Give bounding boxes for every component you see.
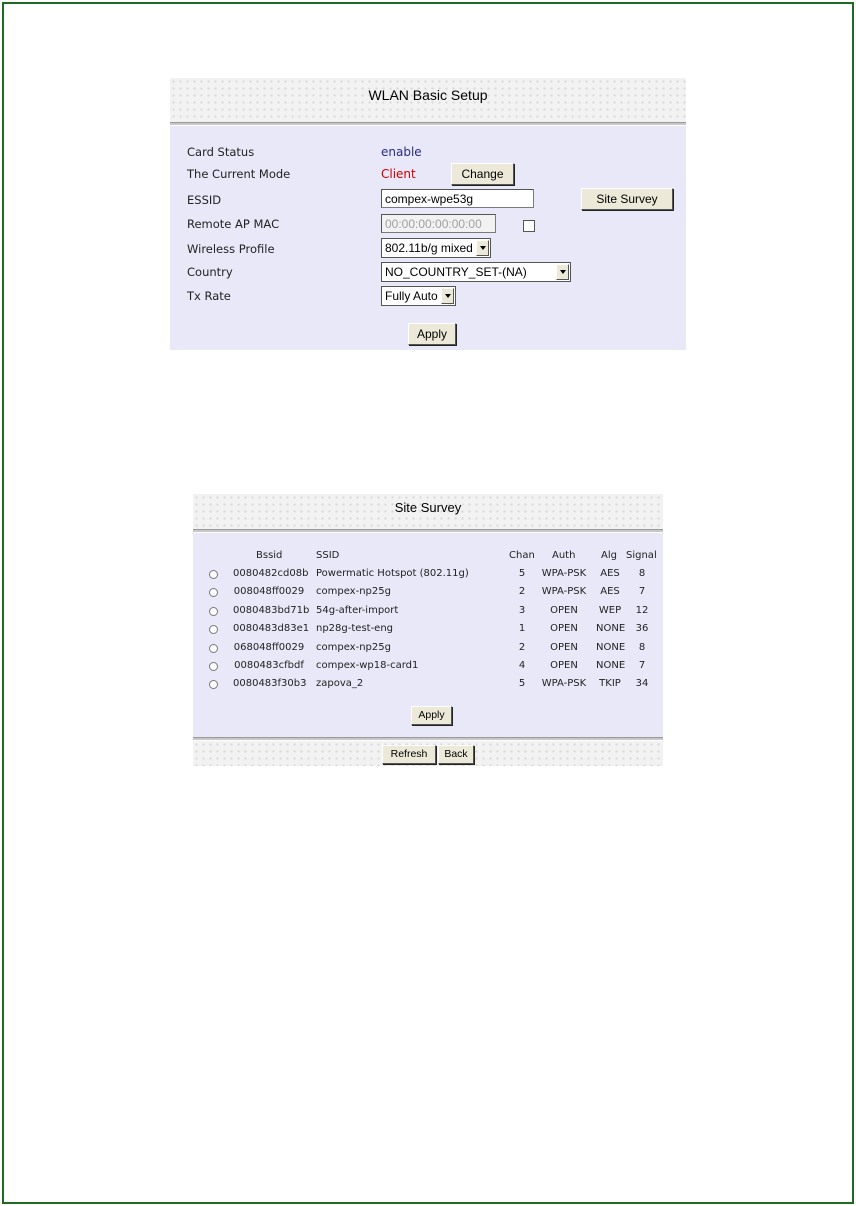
country-value: NO_COUNTRY_SET-(NA) [385,265,527,279]
change-mode-button[interactable]: Change [451,163,514,185]
back-button[interactable]: Back [438,745,474,764]
row-select-radio[interactable] [209,570,218,579]
cell-auth: OPEN [550,605,578,616]
column-header-ssid: SSID [316,550,340,561]
remote-ap-mac-input[interactable]: 00:00:00:00:00:00 [381,214,496,233]
cell-chan: 2 [518,642,526,653]
column-header-chan: Chan [509,550,535,561]
cell-alg: TKIP [599,678,621,689]
cell-bssid: 0080483cfbdf [234,660,304,671]
cell-alg: NONE [596,642,626,653]
chevron-down-icon [556,264,569,280]
cell-chan: 2 [518,586,526,597]
essid-input[interactable]: compex-wpe53g [381,189,534,208]
apply-button[interactable]: Apply [408,323,456,345]
cell-bssid: 0080483f30b3 [233,678,307,689]
column-header-auth: Auth [552,550,576,561]
survey-header-divider [193,529,663,533]
essid-label: ESSID [187,193,222,207]
cell-auth: WPA-PSK [541,586,587,597]
wireless-profile-label: Wireless Profile [187,242,275,256]
survey-header [193,494,663,530]
wireless-profile-select[interactable] [381,238,491,258]
survey-title: Site Survey [394,500,462,515]
survey-apply-button[interactable]: Apply [411,706,452,725]
wlan-header [170,78,686,122]
country-select[interactable] [381,262,571,282]
cell-signal: 12 [635,605,649,616]
wlan-basic-setup-panel [170,78,686,350]
header-divider [170,122,686,126]
cell-signal: 8 [638,568,646,579]
cell-chan: 1 [518,623,526,634]
cell-ssid: compex-np25g [316,586,391,597]
cell-auth: WPA-PSK [541,678,587,689]
row-select-radio[interactable] [209,644,218,653]
cell-ssid: compex-np25g [316,642,391,653]
remote-ap-mac-checkbox[interactable] [523,220,535,232]
chevron-down-icon [441,288,454,304]
cell-chan: 3 [518,605,526,616]
cell-signal: 34 [635,678,649,689]
tx-rate-value: Fully Auto [385,289,438,303]
cell-ssid: Powermatic Hotspot (802.11g) [316,568,469,579]
card-status-value: enable [381,145,422,159]
card-status-label: Card Status [187,145,255,159]
cell-chan: 5 [518,678,526,689]
tx-rate-label: Tx Rate [187,289,231,303]
row-select-radio[interactable] [209,607,218,616]
cell-bssid: 008048ff0029 [233,586,305,597]
cell-alg: NONE [596,623,626,634]
column-header-alg: Alg [601,550,617,561]
row-select-radio[interactable] [209,588,218,597]
cell-ssid: zapova_2 [316,678,364,689]
cell-chan: 5 [518,568,526,579]
cell-bssid: 0080483d83e1 [233,623,310,634]
cell-ssid: 54g-after-import [316,605,399,616]
cell-bssid: 0080482cd08b [233,568,309,579]
cell-signal: 8 [638,642,646,653]
chevron-down-icon [476,240,489,256]
column-header-bssid: Bssid [256,550,283,561]
cell-alg: WEP [598,605,622,616]
country-label: Country [187,265,233,279]
wlan-title: WLAN Basic Setup [368,87,488,103]
cell-signal: 7 [638,586,646,597]
cell-signal: 7 [638,660,646,671]
site-survey-button[interactable]: Site Survey [581,188,673,210]
cell-ssid: np28g-test-eng [316,623,394,634]
cell-auth: OPEN [550,623,578,634]
cell-bssid: 0080483bd71b [233,605,310,616]
cell-alg: AES [600,586,620,597]
cell-auth: OPEN [550,642,578,653]
cell-auth: OPEN [550,660,578,671]
row-select-radio[interactable] [209,625,218,634]
remote-ap-mac-label: Remote AP MAC [187,217,280,231]
cell-alg: NONE [596,660,626,671]
wireless-profile-value: 802.11b/g mixed [385,241,473,255]
cell-bssid: 068048ff0029 [233,642,305,653]
column-header-signal: Signal [626,550,657,561]
cell-signal: 36 [635,623,649,634]
cell-ssid: compex-wp18-card1 [316,660,419,671]
cell-auth: WPA-PSK [541,568,587,579]
row-select-radio[interactable] [209,680,218,689]
row-select-radio[interactable] [209,662,218,671]
current-mode-label: The Current Mode [187,167,291,181]
cell-chan: 4 [518,660,526,671]
current-mode-value: Client [381,167,416,181]
tx-rate-select[interactable] [381,286,456,306]
site-survey-panel [193,494,663,766]
refresh-button[interactable]: Refresh [382,745,436,764]
cell-alg: AES [600,568,620,579]
